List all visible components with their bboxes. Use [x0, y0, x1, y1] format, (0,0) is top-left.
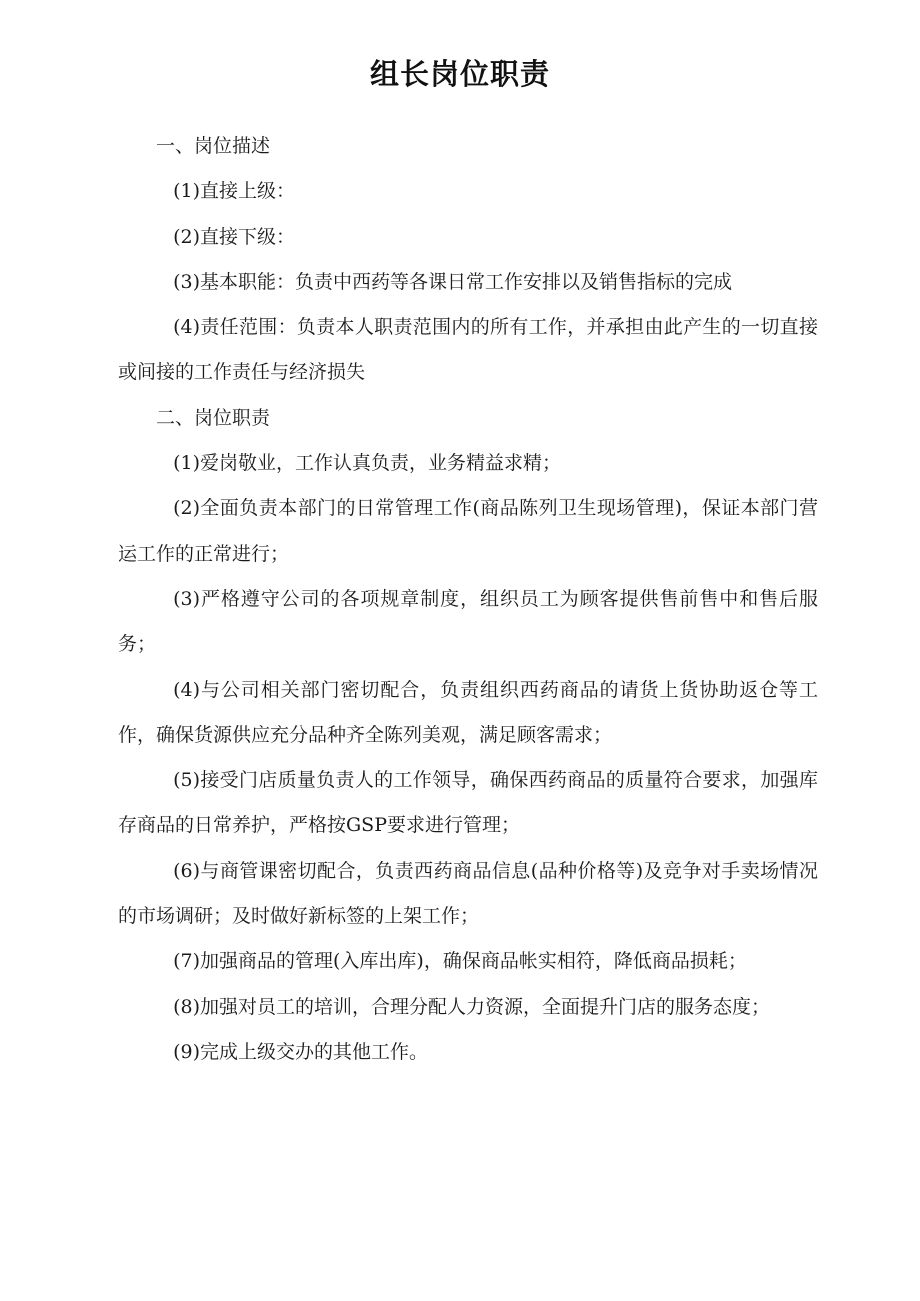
duty-item-7: (7)加强商品的管理(入库出库)，确保商品帐实相符，降低商品损耗；: [173, 950, 747, 973]
description-item-1: (1)直接上级：: [173, 180, 296, 203]
duty-item-9: (9)完成上级交办的其他工作。: [173, 1040, 429, 1063]
duty-item-3: (3)严格遵守公司的各项规章制度，组织员工为顾客提供售前售中和售后服务；: [118, 587, 818, 656]
duty-item-1: (1)爱岗敬业，工作认真负责，业务精益求精；: [173, 452, 562, 475]
duty-item-4: (4)与公司相关部门密切配合，负责组织西药商品的请货上货协助返仓等工作，确保货源供应充分品种齐全陈列美观，满足顾客需求；: [118, 678, 818, 746]
duty-item-8: (8)加强对员工的培训，合理分配人力资源，全面提升门店的服务态度；: [173, 995, 771, 1018]
description-item-4: (4)责任范围：负责本人职责范围内的所有工作，并承担由此产生的一切直接或间接的工作责任与经济损失: [118, 316, 818, 384]
duty-item-5: (5)接受门店质量负责人的工作领导，确保西药商品的质量符合要求，加强库存商品的日常养护，严格按GSP要求进行管理；: [118, 769, 818, 837]
description-item-3: (3)基本职能：负责中西药等各课日常工作安排以及销售指标的完成: [173, 270, 733, 293]
section-heading-description: 一、岗位描述: [156, 135, 271, 157]
description-item-2: (2)直接下级：: [173, 225, 296, 248]
section-heading-duties: 二、岗位职责: [156, 406, 271, 429]
duty-item-6: (6)与商管课密切配合，负责西药商品信息(品种价格等)及竞争对手卖场情况的市场调研；及时做好新标签的上架工作；: [118, 859, 818, 928]
document-title: 组长岗位职责: [369, 57, 550, 91]
document-body: [118, 124, 818, 1075]
duty-item-2: (2)全面负责本部门的日常管理工作(商品陈列卫生现场管理)，保证本部门营运工作的正常进行；: [118, 497, 818, 565]
